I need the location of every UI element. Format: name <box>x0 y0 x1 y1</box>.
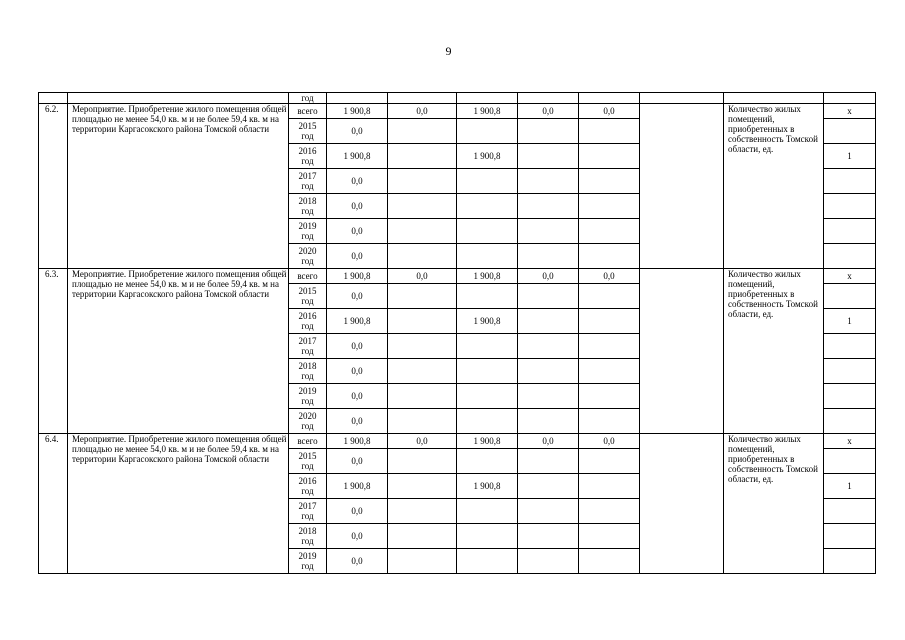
year-cell <box>289 219 327 244</box>
cell <box>39 93 68 104</box>
total-value: 1 900,8 <box>327 474 388 499</box>
year-word: год <box>301 206 314 216</box>
year-cell <box>289 119 327 144</box>
year-cell <box>289 474 327 499</box>
year-cell <box>289 524 327 549</box>
indicator-value: x <box>824 269 876 284</box>
year-word: год <box>301 461 314 471</box>
other-value <box>579 449 640 474</box>
federal-value <box>388 309 457 334</box>
year-cell <box>289 499 327 524</box>
regional-value <box>457 284 518 309</box>
local-value <box>518 524 579 549</box>
year-cell <box>289 244 327 269</box>
year-word: год <box>301 181 314 191</box>
cell <box>579 93 640 104</box>
year-value: 2019 <box>298 551 317 561</box>
total-value: 0,0 <box>327 499 388 524</box>
cell <box>724 93 824 104</box>
measure-number: 6.2. <box>39 104 68 269</box>
local-value <box>518 309 579 334</box>
federal-value: 0,0 <box>388 269 457 284</box>
regional-value <box>457 359 518 384</box>
cell <box>824 93 876 104</box>
indicator-name: Количество жилых помещений, приобретенных в собственность Томской области, ед. <box>724 434 824 574</box>
total-value: 0,0 <box>327 449 388 474</box>
year-value: 2015 <box>298 121 317 131</box>
local-value <box>518 219 579 244</box>
year-word: год <box>301 561 314 571</box>
indicator-value: 1 <box>824 474 876 499</box>
other-value <box>579 474 640 499</box>
total-value: 1 900,8 <box>327 104 388 119</box>
year-word: год <box>301 511 314 521</box>
measure-total-row <box>39 104 876 119</box>
year-cell <box>289 359 327 384</box>
federal-value <box>388 384 457 409</box>
federal-value <box>388 474 457 499</box>
federal-value <box>388 524 457 549</box>
other-value <box>579 244 640 269</box>
year-word: год <box>301 486 314 496</box>
other-value <box>579 284 640 309</box>
cell <box>388 93 457 104</box>
indicator-value <box>824 219 876 244</box>
total-value: 0,0 <box>327 244 388 269</box>
year-value: 2017 <box>298 336 317 346</box>
cell <box>327 93 388 104</box>
federal-value <box>388 194 457 219</box>
indicator-value <box>824 244 876 269</box>
year-value: 2019 <box>298 386 317 396</box>
year-word: год <box>301 371 314 381</box>
year-value: 2020 <box>298 246 317 256</box>
indicator-value <box>824 119 876 144</box>
other-value <box>579 524 640 549</box>
year-word: год <box>301 296 314 306</box>
year-label: год <box>289 93 327 104</box>
year-value: 2016 <box>298 146 317 156</box>
table-body <box>39 93 876 574</box>
regional-value <box>457 384 518 409</box>
year-word: год <box>301 346 314 356</box>
federal-value <box>388 549 457 574</box>
indicator-name: Количество жилых помещений, приобретенных в собственность Томской области, ед. <box>724 104 824 269</box>
indicator-value: 1 <box>824 144 876 169</box>
year-cell <box>289 384 327 409</box>
indicator-value: x <box>824 104 876 119</box>
year-value: 2018 <box>298 361 317 371</box>
other-value <box>579 144 640 169</box>
regional-value <box>457 194 518 219</box>
other-value: 0,0 <box>579 434 640 449</box>
regional-value: 1 900,8 <box>457 269 518 284</box>
indicator-value: x <box>824 434 876 449</box>
regional-value <box>457 449 518 474</box>
year-word: год <box>301 256 314 266</box>
total-value: 0,0 <box>327 169 388 194</box>
total-value: 1 900,8 <box>327 269 388 284</box>
cell <box>640 93 724 104</box>
year-value: 2019 <box>298 221 317 231</box>
local-value <box>518 549 579 574</box>
indicator-value <box>824 194 876 219</box>
year-cell <box>289 309 327 334</box>
total-value: 0,0 <box>327 284 388 309</box>
year-value: 2017 <box>298 171 317 181</box>
local-value <box>518 284 579 309</box>
federal-value <box>388 119 457 144</box>
regional-value <box>457 169 518 194</box>
federal-value <box>388 244 457 269</box>
other-value <box>579 169 640 194</box>
total-value: 0,0 <box>327 524 388 549</box>
total-value: 0,0 <box>327 409 388 434</box>
other-value <box>579 359 640 384</box>
local-value <box>518 449 579 474</box>
executor-cell <box>640 269 724 434</box>
indicator-value <box>824 499 876 524</box>
total-value: 1 900,8 <box>327 144 388 169</box>
federal-value <box>388 219 457 244</box>
indicator-value <box>824 334 876 359</box>
executor-cell <box>640 434 724 574</box>
local-value <box>518 244 579 269</box>
year-value: 2017 <box>298 501 317 511</box>
total-label: всего <box>289 434 327 449</box>
year-value: 2015 <box>298 451 317 461</box>
federal-value <box>388 334 457 359</box>
local-value <box>518 499 579 524</box>
local-value: 0,0 <box>518 269 579 284</box>
local-value: 0,0 <box>518 104 579 119</box>
measure-number: 6.4. <box>39 434 68 574</box>
local-value <box>518 144 579 169</box>
year-word: год <box>301 536 314 546</box>
federal-value <box>388 449 457 474</box>
indicator-value <box>824 384 876 409</box>
regional-value: 1 900,8 <box>457 434 518 449</box>
total-value: 0,0 <box>327 384 388 409</box>
indicator-value <box>824 409 876 434</box>
indicator-value <box>824 284 876 309</box>
program-table <box>38 92 876 574</box>
year-value: 2018 <box>298 526 317 536</box>
cell <box>68 93 289 104</box>
federal-value <box>388 499 457 524</box>
year-value: 2015 <box>298 286 317 296</box>
measure-total-row <box>39 434 876 449</box>
other-value <box>579 119 640 144</box>
measure-name: Мероприятие. Приобретение жилого помещения общей площадью не менее 54,0 кв. м и не более 59,4 кв. м на территории Каргасокского района Томской области <box>68 269 289 434</box>
indicator-value <box>824 169 876 194</box>
year-word: год <box>301 421 314 431</box>
measure-number: 6.3. <box>39 269 68 434</box>
year-word: год <box>301 131 314 141</box>
year-word: год <box>301 396 314 406</box>
indicator-value: 1 <box>824 309 876 334</box>
total-label: всего <box>289 269 327 284</box>
local-value: 0,0 <box>518 434 579 449</box>
total-value: 0,0 <box>327 359 388 384</box>
year-cell <box>289 409 327 434</box>
regional-value: 1 900,8 <box>457 309 518 334</box>
total-value: 0,0 <box>327 119 388 144</box>
indicator-name: Количество жилых помещений, приобретенных в собственность Томской области, ед. <box>724 269 824 434</box>
other-value <box>579 549 640 574</box>
local-value <box>518 334 579 359</box>
regional-value <box>457 524 518 549</box>
federal-value <box>388 409 457 434</box>
local-value <box>518 359 579 384</box>
federal-value <box>388 359 457 384</box>
local-value <box>518 194 579 219</box>
year-cell <box>289 549 327 574</box>
page-number: 9 <box>445 44 452 58</box>
year-value: 2020 <box>298 411 317 421</box>
year-cell <box>289 169 327 194</box>
other-value: 0,0 <box>579 269 640 284</box>
cell <box>518 93 579 104</box>
local-value <box>518 384 579 409</box>
continuation-row <box>39 93 876 104</box>
other-value <box>579 384 640 409</box>
measure-total-row <box>39 269 876 284</box>
measure-name: Мероприятие. Приобретение жилого помещения общей площадью не менее 54,0 кв. м и не более 59,4 кв. м на территории Каргасокского района Томской области <box>68 104 289 269</box>
executor-cell <box>640 104 724 269</box>
other-value <box>579 309 640 334</box>
year-cell <box>289 194 327 219</box>
year-value: 2018 <box>298 196 317 206</box>
year-cell <box>289 334 327 359</box>
other-value <box>579 409 640 434</box>
federal-value: 0,0 <box>388 434 457 449</box>
regional-value <box>457 334 518 359</box>
total-value: 0,0 <box>327 334 388 359</box>
year-word: год <box>301 321 314 331</box>
local-value <box>518 169 579 194</box>
total-value: 0,0 <box>327 549 388 574</box>
federal-value <box>388 284 457 309</box>
regional-value <box>457 244 518 269</box>
total-value: 0,0 <box>327 194 388 219</box>
year-cell <box>289 144 327 169</box>
regional-value <box>457 119 518 144</box>
year-word: год <box>301 156 314 166</box>
year-cell <box>289 449 327 474</box>
regional-value: 1 900,8 <box>457 104 518 119</box>
other-value <box>579 499 640 524</box>
other-value: 0,0 <box>579 104 640 119</box>
other-value <box>579 219 640 244</box>
federal-value <box>388 144 457 169</box>
total-value: 1 900,8 <box>327 309 388 334</box>
year-value: 2016 <box>298 311 317 321</box>
regional-value <box>457 549 518 574</box>
local-value <box>518 119 579 144</box>
year-value: 2016 <box>298 476 317 486</box>
other-value <box>579 334 640 359</box>
regional-value: 1 900,8 <box>457 144 518 169</box>
indicator-value <box>824 449 876 474</box>
year-word: год <box>301 231 314 241</box>
federal-value: 0,0 <box>388 104 457 119</box>
federal-value <box>388 169 457 194</box>
local-value <box>518 474 579 499</box>
indicator-value <box>824 359 876 384</box>
total-value: 1 900,8 <box>327 434 388 449</box>
regional-value: 1 900,8 <box>457 474 518 499</box>
indicator-value <box>824 549 876 574</box>
local-value <box>518 409 579 434</box>
regional-value <box>457 219 518 244</box>
other-value <box>579 194 640 219</box>
indicator-value <box>824 524 876 549</box>
year-cell <box>289 284 327 309</box>
regional-value <box>457 499 518 524</box>
measure-name: Мероприятие. Приобретение жилого помещения общей площадью не менее 54,0 кв. м и не более 59,4 кв. м на территории Каргасокского района Томской области <box>68 434 289 574</box>
total-value: 0,0 <box>327 219 388 244</box>
cell <box>457 93 518 104</box>
regional-value <box>457 409 518 434</box>
total-label: всего <box>289 104 327 119</box>
